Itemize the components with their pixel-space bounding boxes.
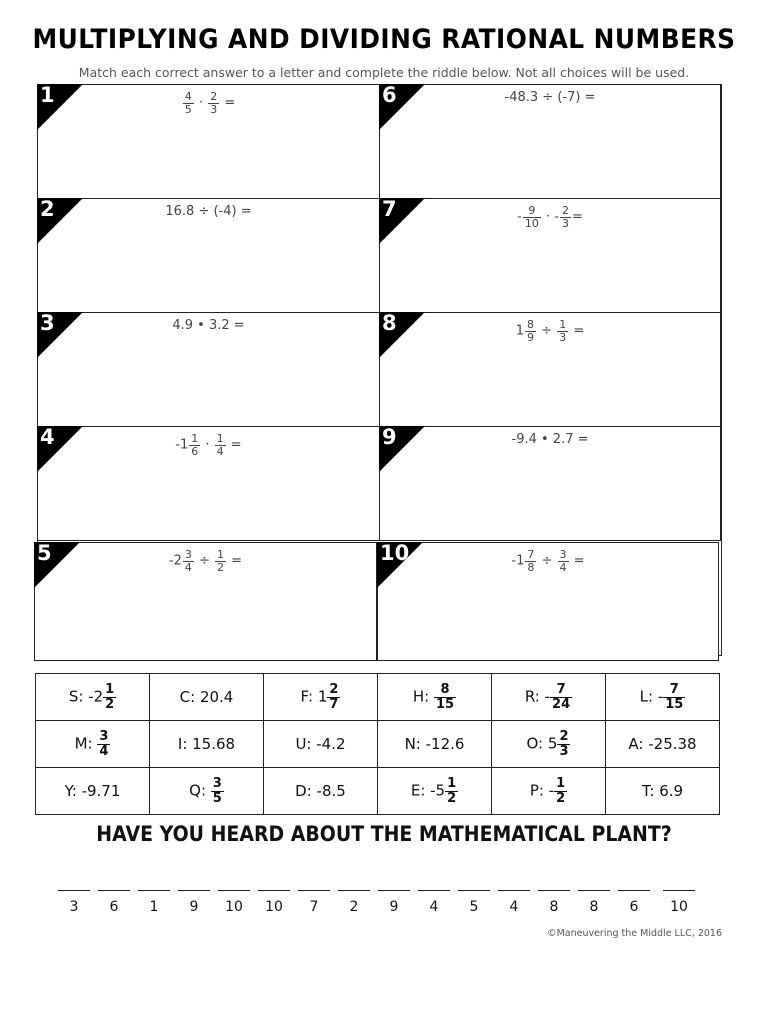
riddle-answer-blanks [58,886,708,926]
blank-problem-number: 6 [109,899,119,915]
answer-choice [378,768,492,815]
denominator: 3 [559,330,567,344]
answer-letter: D: [295,782,312,800]
denominator: 3 [210,102,218,116]
denominator: 5 [212,790,222,806]
fraction [560,205,571,229]
answer-choice [492,721,606,768]
blank-problem-number: 9 [389,899,399,915]
problem-number: 1 [40,83,55,107]
answer-letter: E: [410,781,426,800]
answer-letter: Q: [189,781,207,800]
problem-box-5[interactable] [34,542,377,661]
answer-choice [36,674,150,721]
blank-problem-number: 8 [549,899,559,915]
fraction [554,777,567,805]
denominator: 7 [329,696,339,712]
expression-text: = [220,95,236,111]
expression-text: 16.8 ÷ (-4) = [165,204,252,219]
expression-text: 4.9 • 3.2 = [172,318,245,333]
numerator: 8 [434,683,456,698]
numerator: 1 [447,775,457,791]
problem-expression [438,549,658,573]
fraction [550,683,572,711]
answer-row [36,721,720,768]
riddle-blank[interactable] [338,886,370,915]
problem-expression [95,549,316,573]
problem-number: 10 [380,541,410,565]
denominator: 4 [99,743,109,759]
problem-box-3[interactable] [37,312,380,427]
instructions: Match each correct answer to a letter and complete the riddle below. Not all choices will be used. [78,65,690,80]
answer-letter: L: [639,687,654,706]
numerator: 2 [210,90,218,103]
fraction [215,433,226,457]
riddle-blank[interactable] [498,886,530,915]
expression-text: -9.4 • 2.7 = [511,432,589,447]
answer-value: -9.71 [76,782,121,800]
fraction [183,549,194,573]
problem-box-2[interactable] [37,198,380,313]
answer-value: 1 [313,687,328,706]
blank-line [338,886,370,891]
blank-line [298,886,330,891]
numerator: 3 [212,775,222,791]
expression-text: = [569,553,585,569]
expression-text: = [226,437,242,453]
riddle-blank[interactable] [578,886,610,915]
expression-text: = [569,323,585,339]
answer-letter: A: [628,735,644,753]
fraction [183,91,194,115]
riddle-blank[interactable] [258,886,290,915]
blank-line [258,886,290,891]
answer-choice [378,674,492,721]
answer-letter: P: [529,781,544,800]
problem-number: 6 [382,83,397,107]
numerator: 2 [329,681,339,697]
answer-value: -2 [83,687,104,706]
blank-problem-number: 10 [225,899,243,915]
denominator: 3 [559,743,569,759]
denominator: 4 [559,560,567,574]
problem-expression [440,433,660,446]
riddle-question: HAVE YOU HEARD ABOUT THE MATHEMATICAL PLANT? [96,822,672,846]
answer-letter: Y: [64,782,77,800]
expression-text: -1 [511,553,525,569]
answer-value: - [653,687,664,706]
expression-text: 1 [515,323,525,339]
denominator: 4 [184,560,192,574]
blank-line [618,886,650,891]
blank-line [538,886,570,891]
answer-letter: U: [295,735,312,753]
answer-choice [606,674,720,721]
denominator: 2 [556,790,566,806]
fraction [445,777,458,805]
riddle-blank[interactable] [378,886,410,915]
problem-box-7[interactable] [379,198,721,313]
blank-line [218,886,250,891]
problem-box-4[interactable] [37,426,380,541]
riddle-blank[interactable] [458,886,490,915]
answer-choices-table [35,673,720,815]
answer-choice [264,674,378,721]
answer-choice [36,768,150,815]
answer-value: 15.68 [187,735,236,753]
riddle-blank[interactable] [298,886,330,915]
denominator: 15 [665,696,684,712]
denominator: 10 [524,216,539,230]
fraction [525,319,536,343]
expression-text: ÷ [194,553,215,569]
problem-box-1[interactable] [37,84,380,199]
answer-choice [150,721,264,768]
problem-expression [98,433,319,457]
problem-number: 2 [40,197,55,221]
expression-text: -2 [168,553,182,569]
numerator: 7 [527,548,535,561]
expression-text: = [571,209,583,225]
fraction [208,91,219,115]
fraction [434,683,456,711]
riddle-blank[interactable] [663,886,695,915]
blank-problem-number: 5 [469,899,479,915]
expression-text: -48.3 ÷ (-7) = [504,90,596,105]
answer-value: -8.5 [311,782,346,800]
denominator: 2 [105,696,115,712]
answer-letter: F: [300,687,314,706]
fraction [558,549,569,573]
numerator: 8 [527,318,535,331]
answer-letter: R: [524,687,540,706]
answer-value: -25.38 [643,735,697,753]
answer-value: 20.4 [195,688,234,706]
numerator: 1 [556,775,566,791]
problem-number: 5 [37,541,52,565]
answer-choice [606,721,720,768]
denominator: 9 [527,330,535,344]
expression-text: · [201,437,214,453]
blank-problem-number: 9 [189,899,199,915]
answer-value: -12.6 [420,735,465,753]
fraction [557,730,570,758]
answer-choice [378,721,492,768]
problem-expression [440,205,660,229]
denominator: 15 [436,696,455,712]
blank-problem-number: 3 [69,899,79,915]
numerator: 1 [559,318,567,331]
problem-expression [98,205,319,218]
blank-problem-number: 6 [629,899,639,915]
denominator: 8 [527,560,535,574]
blank-line [98,886,130,891]
problem-number: 7 [382,197,397,221]
answer-value: - [543,781,555,800]
riddle-blank[interactable] [58,886,90,915]
problem-number: 3 [40,311,55,335]
expression-text: · - [541,209,559,225]
fraction [215,549,226,573]
blank-line [578,886,610,891]
answer-choice [492,674,606,721]
blank-line [178,886,210,891]
numerator: 7 [550,683,572,698]
riddle-blank[interactable] [618,886,650,915]
answer-choice [150,674,264,721]
blank-problem-number: 2 [349,899,359,915]
answer-letter: S: [68,687,84,706]
blank-line [58,886,90,891]
numerator: 3 [559,548,567,561]
numerator: 2 [561,204,569,217]
blank-line [458,886,490,891]
riddle-blank[interactable] [538,886,570,915]
riddle-blank[interactable] [178,886,210,915]
answer-row [36,674,720,721]
expression-text: ÷ [537,553,557,569]
fraction [327,683,340,711]
blank-problem-number: 10 [670,899,688,915]
denominator: 4 [216,444,224,458]
denominator: 2 [217,560,225,574]
problem-number: 9 [382,425,397,449]
expression-text: · [194,95,208,111]
problem-box-6[interactable] [379,84,721,199]
numerator: 1 [217,548,225,561]
answer-letter: I: [177,735,188,753]
fraction [211,777,224,805]
denominator: 5 [184,102,192,116]
answer-row [36,768,720,815]
answer-choice [36,721,150,768]
answer-letter: C: [179,688,196,706]
blank-problem-number: 4 [429,899,439,915]
answer-choice [264,721,378,768]
numerator: 3 [99,728,109,744]
problem-number: 4 [40,425,55,449]
answer-value: 5 [543,734,558,753]
answer-letter: T: [641,782,655,800]
numerator: 3 [184,548,192,561]
expression-text: = [227,553,243,569]
problem-expression [440,91,660,104]
riddle-blank[interactable] [218,886,250,915]
numerator: 4 [184,90,192,103]
problem-grid [37,84,722,656]
problem-expression [98,319,319,332]
problem-number: 8 [382,311,397,335]
blank-problem-number: 10 [265,899,283,915]
fraction [103,683,116,711]
answer-letter: M: [74,734,93,753]
numerator: 2 [559,728,569,744]
problem-expression [440,319,660,343]
answer-letter: H: [412,687,430,706]
fraction [525,549,536,573]
blank-line [418,886,450,891]
answer-choice [264,768,378,815]
blank-problem-number: 4 [509,899,519,915]
blank-line [663,886,695,891]
numerator: 1 [105,681,115,697]
problem-box-9[interactable] [379,426,721,541]
answer-choice [492,768,606,815]
numerator: 9 [523,205,541,218]
riddle-blank[interactable] [138,886,170,915]
numerator: 7 [663,683,685,698]
expression-text: ÷ [537,323,557,339]
denominator: 6 [191,444,199,458]
fraction [523,205,541,229]
numerator: 1 [191,432,199,445]
blank-problem-number: 7 [309,899,319,915]
fraction [189,433,200,457]
answer-value: -5 [425,781,446,800]
fraction [97,730,110,758]
blank-problem-number: 8 [589,899,599,915]
problem-expression [98,91,319,115]
problem-box-8[interactable] [379,312,721,427]
riddle-blank[interactable] [98,886,130,915]
worksheet-title: MULTIPLYING AND DIVIDING RATIONAL NUMBERS [32,24,736,55]
denominator: 24 [552,696,571,712]
blank-problem-number: 1 [149,899,159,915]
blank-line [138,886,170,891]
answer-letter: N: [404,735,421,753]
answer-value: - [539,687,551,706]
answer-value: -4.2 [311,735,346,753]
numerator: 1 [216,432,224,445]
denominator: 3 [561,216,569,230]
copyright-notice: ©Maneuvering the Middle LLC, 2016 [547,928,722,939]
denominator: 2 [447,790,457,806]
fraction [557,319,568,343]
blank-line [378,886,410,891]
fraction [663,683,685,711]
blank-line [498,886,530,891]
answer-choice [150,768,264,815]
answer-choice [606,768,720,815]
expression-text: -1 [175,437,189,453]
answer-value: 6.9 [654,782,684,800]
answer-letter: O: [526,734,544,753]
riddle-blank[interactable] [418,886,450,915]
problem-box-10[interactable] [377,542,719,661]
expression-text: - [517,209,522,225]
